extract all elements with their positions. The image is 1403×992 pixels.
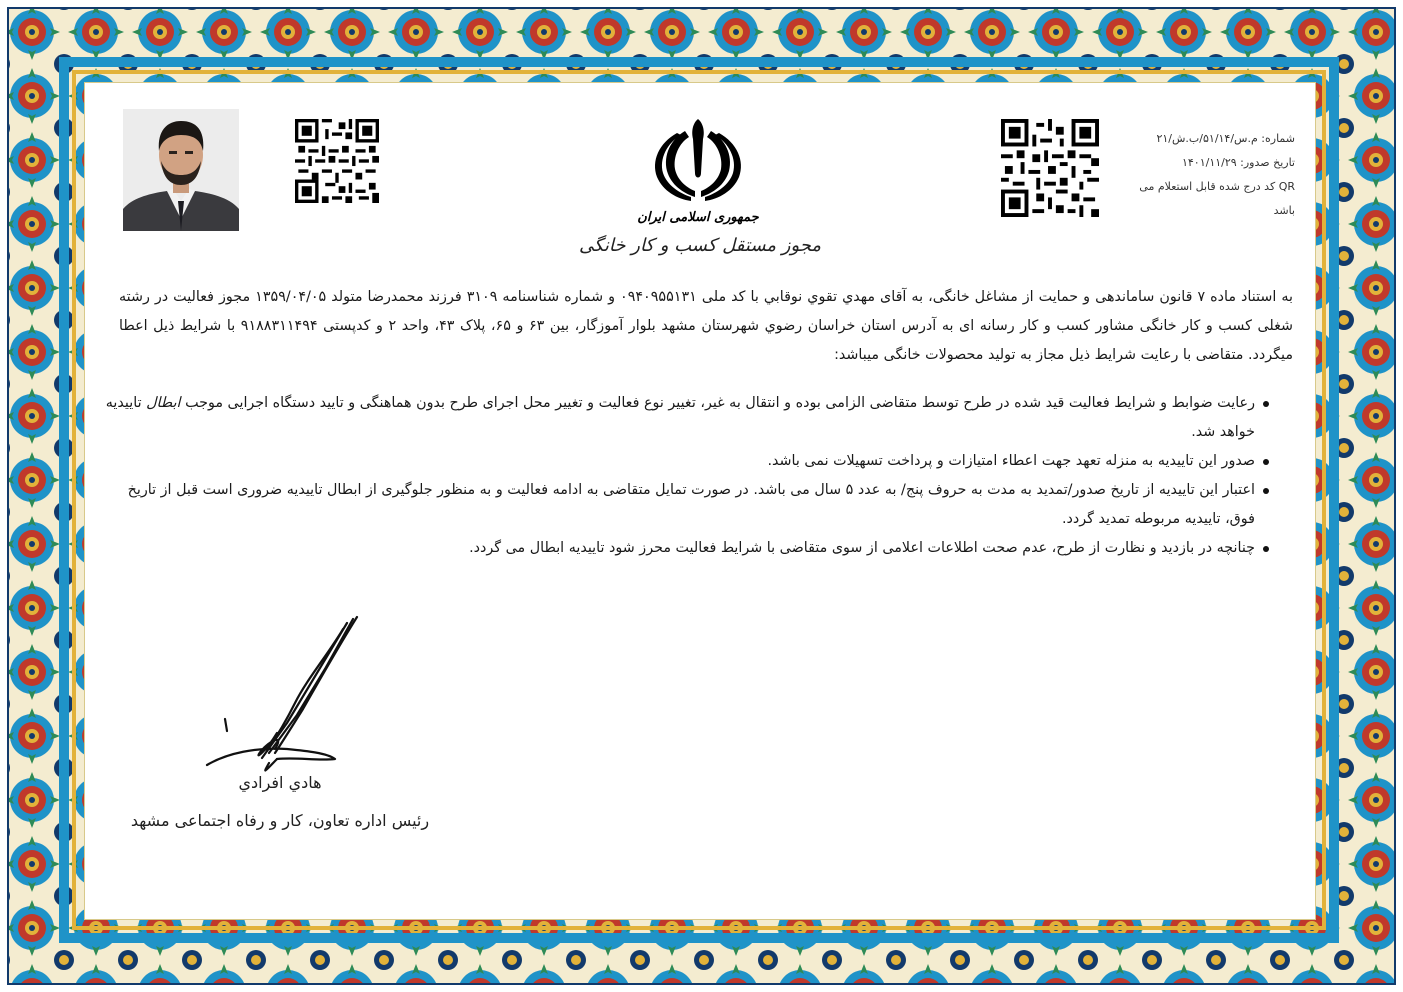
condition-1-text: رعایت ضوابط و شرایط فعالیت قید شده در طرح توسط متقاضی الزامی بوده و انتقال به غیر، تغییر نوع فعالیت و تغییر محل اجرای طرح بدون هماهنگی و تایید دستگاه اجرایی موجب	[185, 395, 1255, 411]
certificate-title: مجوز مستقل کسب و کار خانگی	[578, 235, 822, 256]
signer-title: رئیس اداره تعاون، کار و رفاه اجتماعی مشهد	[130, 811, 430, 830]
condition-1-emphasis: ابطال	[146, 395, 181, 411]
issue-date: تاریخ صدور: ۱۴۰۱/۱۱/۲۹	[1181, 156, 1295, 169]
qr-note: QR کد درج شده قابل استعلام می باشد	[1139, 180, 1295, 217]
license-statement: به استناد ماده ۷ قانون ساماندهی و حمایت از مشاغل خانگی، به آقای مهدي تقوي نوقابي با کد ملی ۰۹۴۰۹۵۵۱۳۱ و شماره شناسنامه ۳۱۰۹ فرزند محمدرضا متولد ۱۳۵۹/۰۴/۰۵ مجوز فعالیت در رشته شغلی کسب و کار خانگی مشاور کسب و کار رسانه ای به آدرس استان خراسان رضوي شهرستان مشهد بلوار آموزگار، بین ۶۳ و ۶۵، پلاک ۴۳، واحد ۲ و کدپستی ۹۱۸۸۳۱۱۴۹۴ با شرایط ذیل اعطا میگردد. متقاضی با رعایت شرایط ذیل مجاز به تولید محصولات خانگی میباشد:	[119, 289, 1294, 363]
handwritten-signature	[157, 583, 405, 793]
condition-item	[105, 534, 1255, 563]
qr-code-left[interactable]	[295, 119, 379, 203]
condition-3-text: اعتبار این تاییدیه از تاریخ صدور/تمدید به مدت به حروف پنج/ به عدد ۵ سال می باشد. در صورت تمایل متقاضی به ادامه فعالیت و به منظور جلوگیری از ابطال تاییدیه ضروری است قبل از تاریخ فوق، تاییدیه مربوطه تمدید گردد.	[127, 482, 1255, 527]
qr-code-right[interactable]	[1001, 119, 1099, 217]
condition-4-text: چنانچه در بازدید و نظارت از طرح، عدم صحت اطلاعات اعلامی از سوی متقاضی با شرایط فعالیت محرز شود تاییدیه ابطال می گردد.	[469, 540, 1255, 556]
conditions-list	[105, 389, 1255, 563]
condition-item	[105, 476, 1255, 534]
condition-1-tail: تاییدیه خواهد شد.	[105, 395, 1255, 440]
certificate-body	[84, 82, 1316, 920]
condition-item	[105, 389, 1255, 447]
emblem-caption: جمهوری اسلامی ایران	[637, 210, 759, 225]
reference-block	[1125, 127, 1295, 223]
signer-name: هادي افرادي	[238, 773, 322, 792]
reference-number: شماره: م.س/۵۱/۱۴/ب.ش/۲۱	[1156, 132, 1295, 145]
applicant-photo	[123, 109, 239, 231]
condition-item	[105, 447, 1255, 476]
condition-2-text: صدور این تاییدیه به منزله تعهد جهت اعطاء امتیازات و پرداخت تسهیلات نمی باشد.	[767, 453, 1255, 469]
iran-emblem-icon	[633, 113, 763, 231]
